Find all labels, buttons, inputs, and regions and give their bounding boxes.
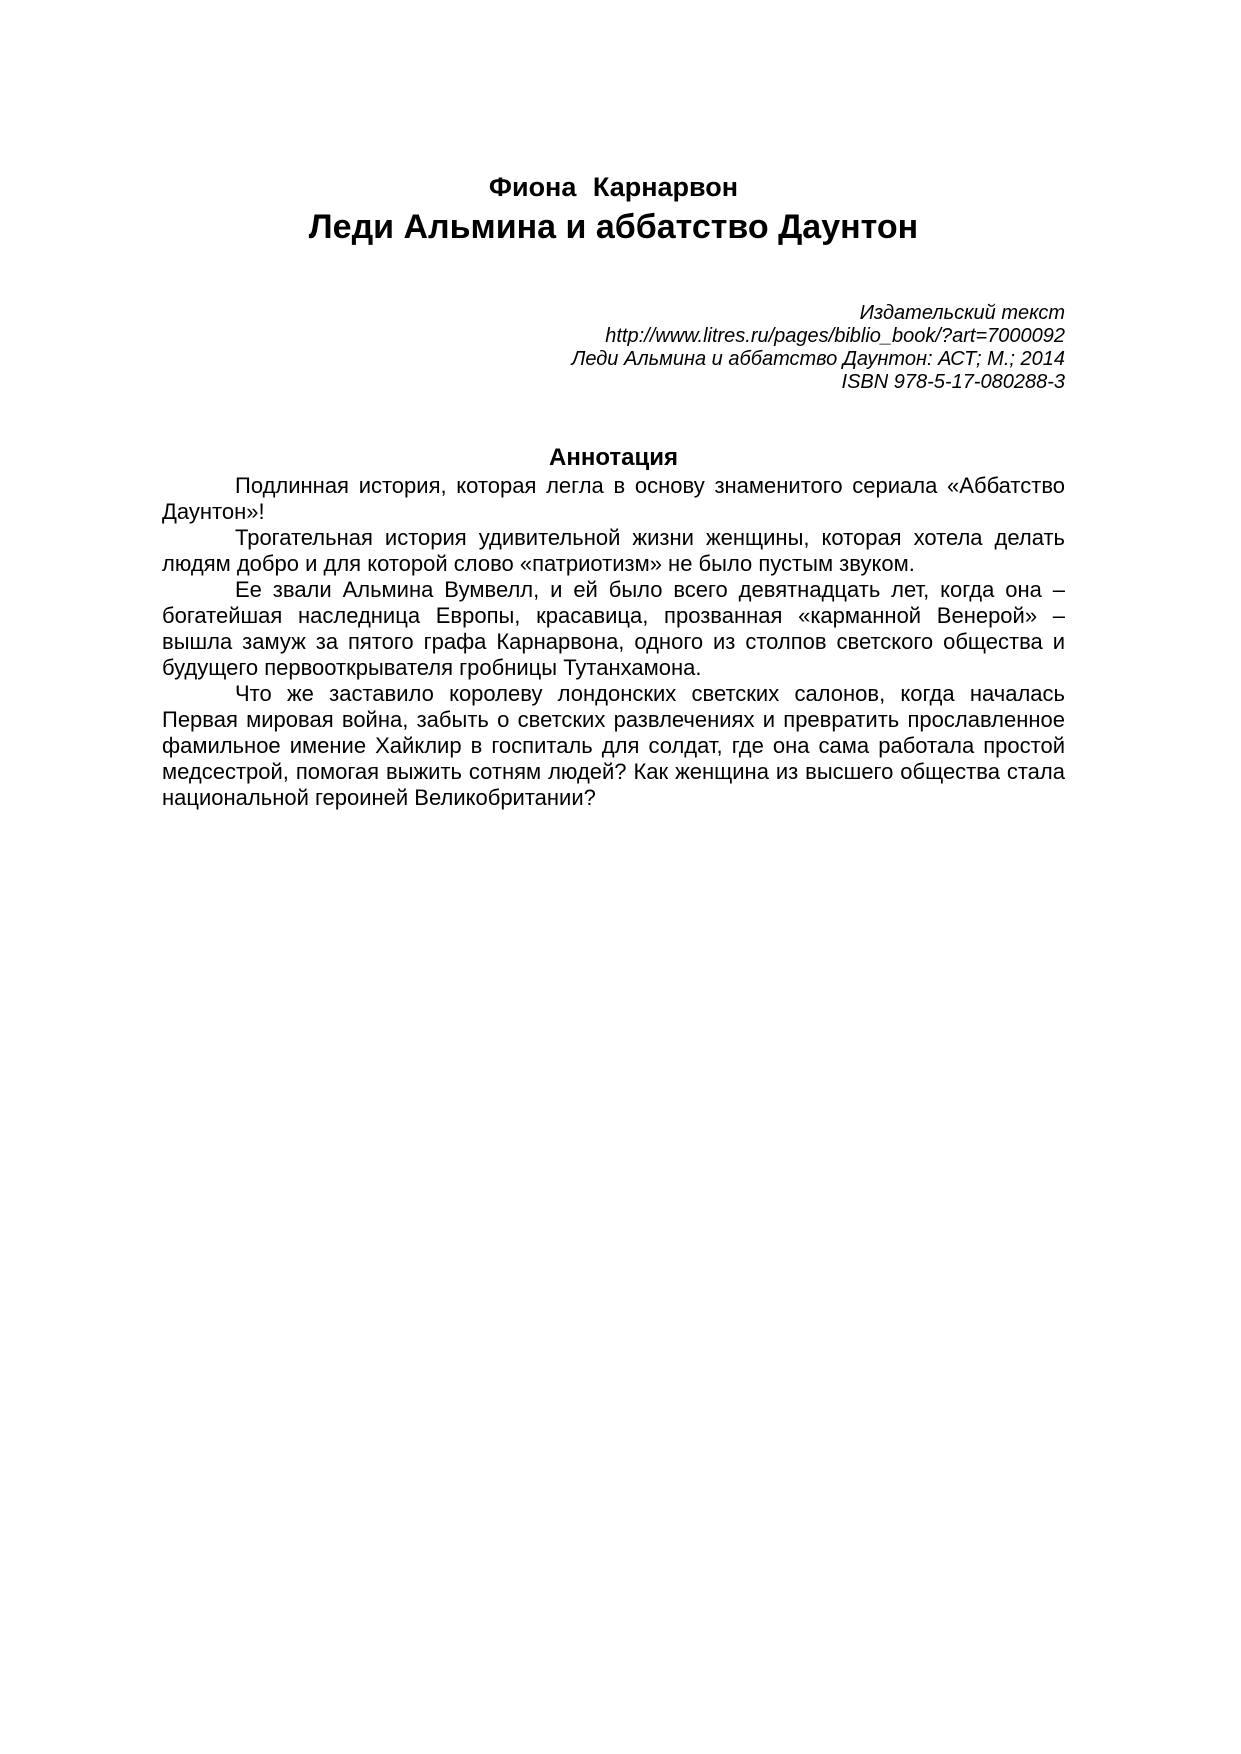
publication-type-line: Издательский текст	[859, 302, 1065, 324]
book-header	[162, 170, 1065, 248]
isbn-line: ISBN 978-5-17-080288-3	[841, 371, 1065, 393]
book-url-line: http://www.litres.ru/pages/biblio_book/?art=7000092	[605, 325, 1065, 347]
author-name: Фиона Карнарвон	[488, 172, 739, 202]
page-content	[162, 0, 1065, 811]
annotation-paragraph-3: Ее звали Альмина Вумвелл, и ей было всего девятнадцать лет, когда она – богатейшая наследница Европы, красавица, прозванная «карманной Венерой» – вышла замуж за пятого графа Карнарвона, одного из столпов светского общества и будущего первооткрывателя гробницы Тутанхамона.	[162, 577, 1065, 680]
annotation-heading: Аннотация	[549, 444, 678, 471]
annotation-paragraph-1: Подлинная история, которая легла в основу знаменитого сериала «Аббатство Даунтон»!	[162, 473, 1065, 524]
annotation-body	[162, 473, 1065, 811]
book-title: Леди Альмина и аббатство Даунтон	[308, 208, 919, 246]
imprint-line: Леди Альмина и аббатство Даунтон: АСТ; М.; 2014	[571, 348, 1065, 370]
annotation-paragraph-2: Трогательная история удивительной жизни женщины, которая хотела делать людям добро и для которой слово «патриотизм» не было пустым звуком.	[162, 525, 1065, 576]
annotation-paragraph-4: Что же заставило королеву лондонских светских салонов, когда началась Первая мировая война, забыть о светских развлечениях и превратить прославленное фамильное имение Хайклир в госпиталь для солдат, где она сама работала простой медсестрой, помогая выжить сотням людей? Как женщина из высшего общества стала национальной героиней Великобритании?	[162, 681, 1065, 810]
publication-info	[162, 302, 1065, 394]
